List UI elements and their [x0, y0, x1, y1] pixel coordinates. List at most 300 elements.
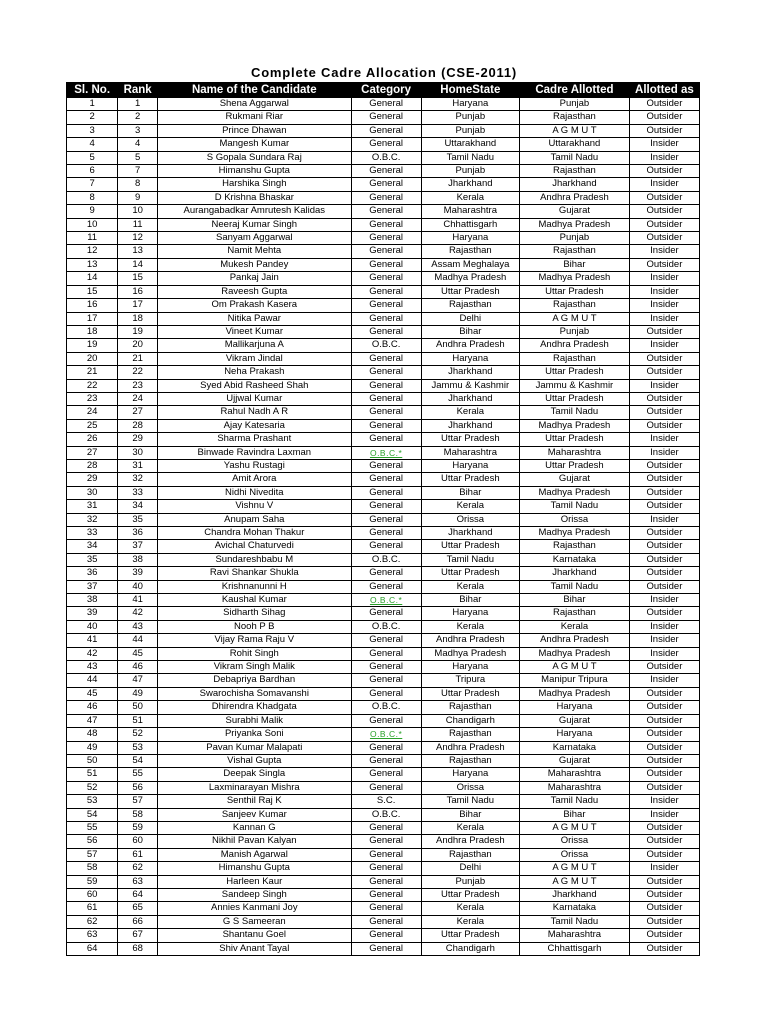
cell-allotted-as: Outsider [629, 567, 699, 580]
cell-cadre-allotted: Tamil Nadu [520, 151, 630, 164]
cell-sl-no: 9 [67, 205, 118, 218]
cell-rank: 31 [118, 459, 158, 472]
cell-allotted-as: Insider [629, 245, 699, 258]
cell-rank: 27 [118, 406, 158, 419]
cell-home-state: Jharkhand [421, 527, 519, 540]
cell-rank: 51 [118, 714, 158, 727]
cell-home-state: Rajasthan [421, 754, 519, 767]
cell-allotted-as: Outsider [629, 848, 699, 861]
cell-cadre-allotted: Maharashtra [520, 446, 630, 459]
cell-allotted-as: Outsider [629, 366, 699, 379]
cell-home-state: Haryana [421, 98, 519, 111]
cell-category: O.B.C. [351, 701, 421, 714]
cell-sl-no: 48 [67, 728, 118, 741]
cell-home-state: Kerala [421, 620, 519, 633]
cell-home-state: Bihar [421, 594, 519, 607]
cell-rank: 9 [118, 191, 158, 204]
cell-sl-no: 4 [67, 138, 118, 151]
cell-rank: 32 [118, 473, 158, 486]
cell-cadre-allotted: Tamil Nadu [520, 795, 630, 808]
cell-allotted-as: Outsider [629, 205, 699, 218]
cell-sl-no: 5 [67, 151, 118, 164]
table-row [67, 98, 700, 111]
cell-allotted-as: Outsider [629, 768, 699, 781]
cell-sl-no: 37 [67, 580, 118, 593]
cell-rank: 36 [118, 527, 158, 540]
cell-rank: 3 [118, 124, 158, 137]
table-row [67, 178, 700, 191]
table-row [67, 580, 700, 593]
cell-category: General [351, 567, 421, 580]
cell-candidate-name: S Gopala Sundara Raj [158, 151, 352, 164]
cell-allotted-as: Insider [629, 808, 699, 821]
cell-sl-no: 14 [67, 272, 118, 285]
cell-category: General [351, 165, 421, 178]
cell-home-state: Punjab [421, 875, 519, 888]
table-row [67, 754, 700, 767]
cell-candidate-name: Nitika Pawar [158, 312, 352, 325]
cell-home-state: Tamil Nadu [421, 795, 519, 808]
cell-allotted-as: Insider [629, 862, 699, 875]
cell-allotted-as: Insider [629, 285, 699, 298]
cell-sl-no: 32 [67, 513, 118, 526]
table-row [67, 687, 700, 700]
cell-cadre-allotted: Orissa [520, 835, 630, 848]
cell-cadre-allotted: Jharkhand [520, 888, 630, 901]
cell-home-state: Jammu & Kashmir [421, 379, 519, 392]
cell-candidate-name: Amit Arora [158, 473, 352, 486]
cell-allotted-as: Outsider [629, 500, 699, 513]
table-row [67, 138, 700, 151]
cell-home-state: Uttar Pradesh [421, 473, 519, 486]
cell-home-state: Andhra Pradesh [421, 634, 519, 647]
table-row [67, 620, 700, 633]
table-row [67, 862, 700, 875]
cell-category: General [351, 741, 421, 754]
cell-allotted-as: Insider [629, 647, 699, 660]
table-row [67, 124, 700, 137]
cell-sl-no: 39 [67, 607, 118, 620]
cell-allotted-as: Insider [629, 272, 699, 285]
cell-candidate-name: Avichal Chaturvedi [158, 540, 352, 553]
cell-cadre-allotted: Karnataka [520, 553, 630, 566]
cell-allotted-as: Insider [629, 634, 699, 647]
cell-cadre-allotted: Rajasthan [520, 245, 630, 258]
cell-home-state: Haryana [421, 661, 519, 674]
cell-rank: 60 [118, 835, 158, 848]
cell-category: General [351, 634, 421, 647]
cell-allotted-as: Outsider [629, 392, 699, 405]
table-row [67, 379, 700, 392]
cell-candidate-name: Neeraj Kumar Singh [158, 218, 352, 231]
cell-allotted-as: Outsider [629, 473, 699, 486]
cell-allotted-as: Insider [629, 594, 699, 607]
cell-sl-no: 38 [67, 594, 118, 607]
cell-home-state: Haryana [421, 607, 519, 620]
cell-rank: 13 [118, 245, 158, 258]
cell-cadre-allotted: Gujarat [520, 205, 630, 218]
table-row [67, 607, 700, 620]
cell-rank: 35 [118, 513, 158, 526]
cell-allotted-as: Outsider [629, 191, 699, 204]
cell-candidate-name: Sidharth Sihag [158, 607, 352, 620]
cell-sl-no: 12 [67, 245, 118, 258]
column-header-candidate-name: Name of the Candidate [158, 83, 352, 98]
cell-cadre-allotted: Rajasthan [520, 540, 630, 553]
cell-rank: 53 [118, 741, 158, 754]
cell-home-state: Tamil Nadu [421, 553, 519, 566]
cell-home-state: Assam Meghalaya [421, 258, 519, 271]
table-row [67, 567, 700, 580]
table-row [67, 661, 700, 674]
cell-candidate-name: Swarochisha Somavanshi [158, 687, 352, 700]
cell-candidate-name: Sundareshbabu M [158, 553, 352, 566]
table-row [67, 419, 700, 432]
cell-candidate-name: Pankaj Jain [158, 272, 352, 285]
cell-sl-no: 22 [67, 379, 118, 392]
cell-rank: 7 [118, 165, 158, 178]
cell-sl-no: 23 [67, 392, 118, 405]
cell-sl-no: 31 [67, 500, 118, 513]
cell-allotted-as: Insider [629, 138, 699, 151]
cell-candidate-name: Syed Abid Rasheed Shah [158, 379, 352, 392]
cell-home-state: Orissa [421, 781, 519, 794]
cell-rank: 38 [118, 553, 158, 566]
cell-home-state: Andhra Pradesh [421, 339, 519, 352]
cell-cadre-allotted: Haryana [520, 728, 630, 741]
cell-rank: 12 [118, 232, 158, 245]
cell-candidate-name: Priyanka Soni [158, 728, 352, 741]
column-header-cadre-allotted: Cadre Allotted [520, 83, 630, 98]
cell-category: General [351, 714, 421, 727]
cell-cadre-allotted: Uttar Pradesh [520, 392, 630, 405]
table-row [67, 513, 700, 526]
table-row [67, 915, 700, 928]
cell-home-state: Jharkhand [421, 419, 519, 432]
cell-candidate-name: Ajay Katesaria [158, 419, 352, 432]
cell-candidate-name: Rahul Nadh A R [158, 406, 352, 419]
table-row [67, 392, 700, 405]
cell-cadre-allotted: Madhya Pradesh [520, 527, 630, 540]
cell-allotted-as: Outsider [629, 687, 699, 700]
cell-cadre-allotted: Andhra Pradesh [520, 191, 630, 204]
table-row [67, 299, 700, 312]
cell-rank: 64 [118, 888, 158, 901]
cell-cadre-allotted: Uttar Pradesh [520, 433, 630, 446]
cell-category: General [351, 191, 421, 204]
cell-allotted-as: Outsider [629, 325, 699, 338]
table-row [67, 459, 700, 472]
cell-allotted-as: Outsider [629, 540, 699, 553]
cell-sl-no: 3 [67, 124, 118, 137]
cell-sl-no: 62 [67, 915, 118, 928]
cell-sl-no: 63 [67, 929, 118, 942]
cell-allotted-as: Insider [629, 513, 699, 526]
table-row [67, 848, 700, 861]
cell-home-state: Jharkhand [421, 178, 519, 191]
cell-cadre-allotted: Maharashtra [520, 768, 630, 781]
cell-category: O.B.C. [351, 151, 421, 164]
cell-allotted-as: Outsider [629, 915, 699, 928]
cell-category: General [351, 352, 421, 365]
table-row [67, 285, 700, 298]
cell-sl-no: 7 [67, 178, 118, 191]
cell-category: General [351, 299, 421, 312]
cell-category: General [351, 459, 421, 472]
cell-home-state: Rajasthan [421, 701, 519, 714]
cell-rank: 49 [118, 687, 158, 700]
cell-candidate-name: Vikram Singh Malik [158, 661, 352, 674]
table-row [67, 741, 700, 754]
table-row [67, 634, 700, 647]
cell-home-state: Bihar [421, 486, 519, 499]
cell-cadre-allotted: A G M U T [520, 821, 630, 834]
cell-sl-no: 6 [67, 165, 118, 178]
cell-category: General [351, 473, 421, 486]
cell-rank: 23 [118, 379, 158, 392]
cell-category: O.B.C. [351, 553, 421, 566]
cell-category: O.B.C.* [351, 594, 421, 607]
cell-sl-no: 33 [67, 527, 118, 540]
cell-candidate-name: Shantanu Goel [158, 929, 352, 942]
table-row [67, 594, 700, 607]
cell-candidate-name: Prince Dhawan [158, 124, 352, 137]
cell-sl-no: 47 [67, 714, 118, 727]
cell-cadre-allotted: Madhya Pradesh [520, 218, 630, 231]
cell-rank: 10 [118, 205, 158, 218]
cell-category: General [351, 312, 421, 325]
cell-cadre-allotted: Madhya Pradesh [520, 272, 630, 285]
cell-category: General [351, 98, 421, 111]
cell-sl-no: 34 [67, 540, 118, 553]
cell-category: General [351, 915, 421, 928]
cell-sl-no: 25 [67, 419, 118, 432]
cell-cadre-allotted: Uttar Pradesh [520, 459, 630, 472]
table-row [67, 875, 700, 888]
cell-category: General [351, 218, 421, 231]
cell-rank: 16 [118, 285, 158, 298]
cell-allotted-as: Insider [629, 299, 699, 312]
cell-category: General [351, 138, 421, 151]
column-header-sl-no: Sl. No. [67, 83, 118, 98]
cell-cadre-allotted: Rajasthan [520, 352, 630, 365]
cell-allotted-as: Outsider [629, 835, 699, 848]
table-row [67, 500, 700, 513]
cell-category: General [351, 366, 421, 379]
cell-candidate-name: Manish Agarwal [158, 848, 352, 861]
cell-allotted-as: Outsider [629, 527, 699, 540]
cell-allotted-as: Outsider [629, 419, 699, 432]
table-row [67, 728, 700, 741]
cell-candidate-name: Vikram Jindal [158, 352, 352, 365]
cell-cadre-allotted: Rajasthan [520, 165, 630, 178]
cell-sl-no: 55 [67, 821, 118, 834]
cell-sl-no: 56 [67, 835, 118, 848]
cell-candidate-name: Debapriya Bardhan [158, 674, 352, 687]
cell-home-state: Uttar Pradesh [421, 888, 519, 901]
cell-cadre-allotted: Kerala [520, 620, 630, 633]
table-row [67, 205, 700, 218]
cell-rank: 33 [118, 486, 158, 499]
cell-home-state: Delhi [421, 862, 519, 875]
cell-home-state: Maharashtra [421, 446, 519, 459]
cell-rank: 41 [118, 594, 158, 607]
cell-category: General [351, 285, 421, 298]
cell-category: General [351, 124, 421, 137]
cell-category: S.C. [351, 795, 421, 808]
cell-sl-no: 46 [67, 701, 118, 714]
cell-sl-no: 17 [67, 312, 118, 325]
cell-home-state: Punjab [421, 124, 519, 137]
cell-candidate-name: Rohit Singh [158, 647, 352, 660]
cell-cadre-allotted: Punjab [520, 325, 630, 338]
cell-rank: 4 [118, 138, 158, 151]
cell-sl-no: 26 [67, 433, 118, 446]
cell-allotted-as: Insider [629, 674, 699, 687]
cell-candidate-name: Vijay Rama Raju V [158, 634, 352, 647]
cell-cadre-allotted: Rajasthan [520, 111, 630, 124]
table-row [67, 781, 700, 794]
cell-rank: 17 [118, 299, 158, 312]
cell-candidate-name: Sharma Prashant [158, 433, 352, 446]
table-row [67, 232, 700, 245]
cell-sl-no: 29 [67, 473, 118, 486]
cell-rank: 5 [118, 151, 158, 164]
table-row [67, 768, 700, 781]
cell-category: General [351, 513, 421, 526]
cell-rank: 39 [118, 567, 158, 580]
cell-allotted-as: Outsider [629, 98, 699, 111]
cell-candidate-name: Ujjwal Kumar [158, 392, 352, 405]
cell-category: General [351, 433, 421, 446]
cell-cadre-allotted: Jharkhand [520, 178, 630, 191]
cell-cadre-allotted: A G M U T [520, 661, 630, 674]
cell-candidate-name: Krishnanunni H [158, 580, 352, 593]
cell-candidate-name: Sandeep Singh [158, 888, 352, 901]
cell-allotted-as: Insider [629, 339, 699, 352]
cell-home-state: Rajasthan [421, 299, 519, 312]
cell-sl-no: 61 [67, 902, 118, 915]
cell-category: General [351, 821, 421, 834]
cell-rank: 19 [118, 325, 158, 338]
cell-allotted-as: Outsider [629, 714, 699, 727]
cell-rank: 8 [118, 178, 158, 191]
cell-rank: 57 [118, 795, 158, 808]
cell-home-state: Haryana [421, 352, 519, 365]
cell-home-state: Jharkhand [421, 366, 519, 379]
cell-home-state: Bihar [421, 808, 519, 821]
cell-category: O.B.C. [351, 620, 421, 633]
cell-home-state: Kerala [421, 191, 519, 204]
cell-rank: 42 [118, 607, 158, 620]
cell-rank: 54 [118, 754, 158, 767]
cell-candidate-name: Himanshu Gupta [158, 862, 352, 875]
cell-home-state: Punjab [421, 111, 519, 124]
cell-candidate-name: Laxminarayan Mishra [158, 781, 352, 794]
cell-home-state: Kerala [421, 902, 519, 915]
cell-cadre-allotted: Karnataka [520, 741, 630, 754]
cell-cadre-allotted: Gujarat [520, 754, 630, 767]
cell-allotted-as: Outsider [629, 741, 699, 754]
cell-cadre-allotted: Tamil Nadu [520, 915, 630, 928]
cell-candidate-name: Om Prakash Kasera [158, 299, 352, 312]
cell-sl-no: 42 [67, 647, 118, 660]
cell-rank: 34 [118, 500, 158, 513]
cell-category: General [351, 232, 421, 245]
cell-sl-no: 49 [67, 741, 118, 754]
cell-candidate-name: Anupam Saha [158, 513, 352, 526]
cell-allotted-as: Outsider [629, 165, 699, 178]
cell-home-state: Delhi [421, 312, 519, 325]
cell-rank: 52 [118, 728, 158, 741]
cell-category: General [351, 888, 421, 901]
cell-cadre-allotted: Jammu & Kashmir [520, 379, 630, 392]
table-row [67, 406, 700, 419]
cell-allotted-as: Outsider [629, 728, 699, 741]
cell-allotted-as: Insider [629, 446, 699, 459]
cell-candidate-name: Himanshu Gupta [158, 165, 352, 178]
cell-sl-no: 36 [67, 567, 118, 580]
cell-home-state: Madhya Pradesh [421, 272, 519, 285]
cell-home-state: Andhra Pradesh [421, 741, 519, 754]
cell-category: General [351, 674, 421, 687]
cell-home-state: Madhya Pradesh [421, 647, 519, 660]
cell-allotted-as: Outsider [629, 821, 699, 834]
cell-sl-no: 16 [67, 299, 118, 312]
cell-category: General [351, 379, 421, 392]
cell-home-state: Rajasthan [421, 245, 519, 258]
cell-allotted-as: Insider [629, 433, 699, 446]
cell-candidate-name: Nikhil Pavan Kalyan [158, 835, 352, 848]
cell-rank: 28 [118, 419, 158, 432]
cell-cadre-allotted: Orissa [520, 513, 630, 526]
table-row [67, 111, 700, 124]
cell-allotted-as: Insider [629, 178, 699, 191]
cell-home-state: Haryana [421, 459, 519, 472]
cell-candidate-name: D Krishna Bhaskar [158, 191, 352, 204]
cell-allotted-as: Outsider [629, 580, 699, 593]
table-row [67, 888, 700, 901]
cell-rank: 1 [118, 98, 158, 111]
cell-candidate-name: Mallikarjuna A [158, 339, 352, 352]
table-row [67, 929, 700, 942]
cell-allotted-as: Outsider [629, 942, 699, 955]
cell-cadre-allotted: Karnataka [520, 902, 630, 915]
table-row [67, 821, 700, 834]
cell-home-state: Bihar [421, 325, 519, 338]
cell-rank: 14 [118, 258, 158, 271]
cell-sl-no: 50 [67, 754, 118, 767]
cell-rank: 55 [118, 768, 158, 781]
cell-category: General [351, 835, 421, 848]
table-row [67, 647, 700, 660]
table-row [67, 902, 700, 915]
cell-rank: 22 [118, 366, 158, 379]
cell-home-state: Uttar Pradesh [421, 540, 519, 553]
cell-category: General [351, 392, 421, 405]
cell-cadre-allotted: Rajasthan [520, 299, 630, 312]
table-body [67, 98, 700, 956]
cell-home-state: Uttar Pradesh [421, 567, 519, 580]
cell-sl-no: 19 [67, 339, 118, 352]
cell-rank: 43 [118, 620, 158, 633]
cell-candidate-name: Senthil Raj K [158, 795, 352, 808]
cell-allotted-as: Outsider [629, 232, 699, 245]
cell-home-state: Uttar Pradesh [421, 285, 519, 298]
cell-candidate-name: Neha Prakash [158, 366, 352, 379]
table-row [67, 272, 700, 285]
cell-category: General [351, 848, 421, 861]
